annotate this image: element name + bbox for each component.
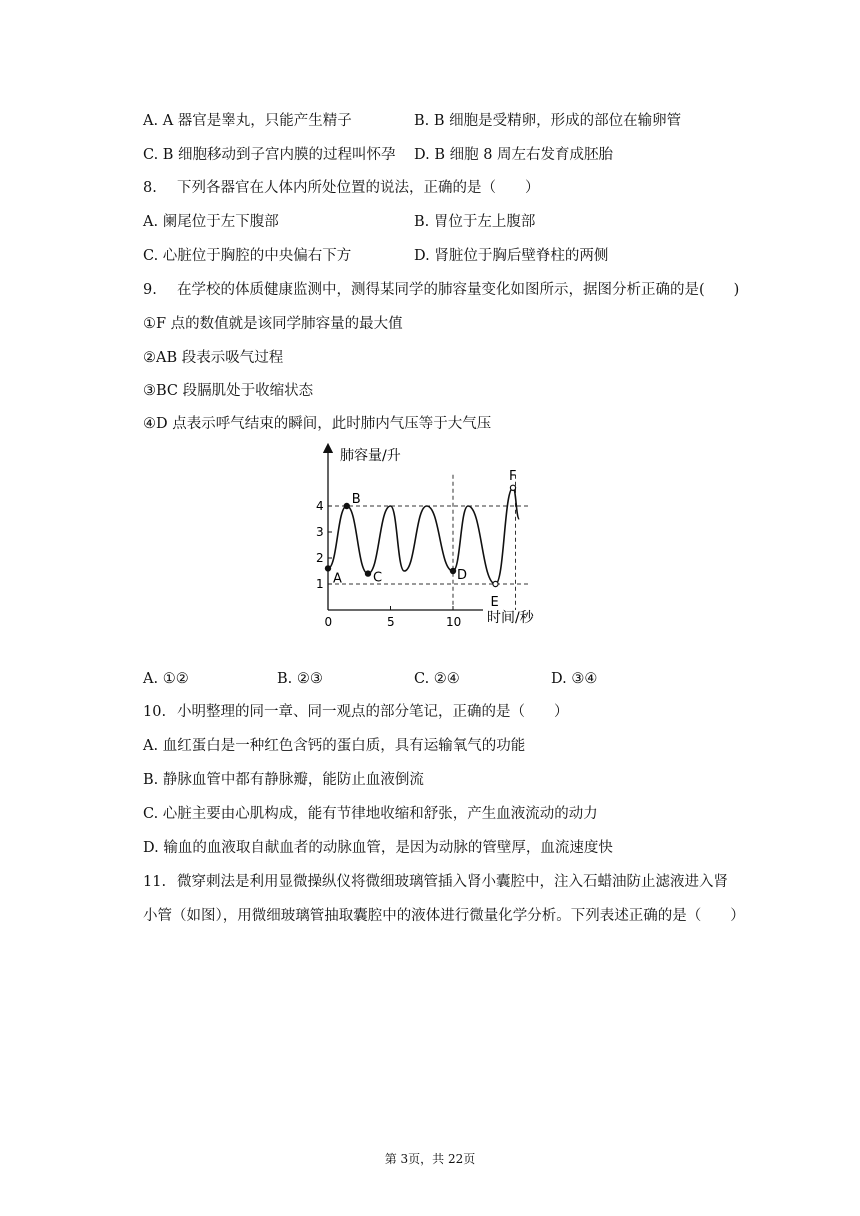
q11-number: 11.	[143, 874, 167, 890]
q10-number: 10.	[143, 704, 167, 720]
point-b	[344, 503, 349, 508]
q11-stem-line-2: 小管（如图），用微细玻璃管抽取囊腔中的液体进行微量化学分析。下列表述正确的是（ ）	[143, 908, 745, 924]
point-label-d: D	[457, 568, 468, 583]
q10-stem-line	[143, 702, 569, 722]
q9-number: 9.	[143, 282, 157, 298]
q9-option-a: A. ①②	[143, 671, 189, 687]
y-tick-label: 4	[316, 499, 324, 513]
x-tick-label: 5	[387, 615, 395, 629]
q9-option-b: B. ②③	[277, 671, 323, 687]
point-a	[325, 566, 330, 571]
lung-capacity-chart	[305, 440, 555, 630]
lung-capacity-chart-svg	[305, 440, 555, 630]
q11-stem-line-1	[143, 872, 728, 892]
q7-option-a: A. A 器官是睾丸，只能产生精子	[143, 113, 352, 129]
q8-stem-line	[143, 178, 540, 198]
point-e	[493, 581, 498, 586]
y-tick-label: 3	[316, 525, 324, 539]
q9-statement-3: ③BC 段膈肌处于收缩状态	[143, 383, 314, 399]
q10-option-a: A. 血红蛋白是一种红色含钙的蛋白质，具有运输氧气的功能	[143, 738, 526, 754]
point-c	[365, 571, 370, 576]
q9-stem: 在学校的体质健康监测中，测得某同学的肺容量变化如图所示，据图分析正确的是( )	[177, 282, 740, 298]
q8-option-d: D. 肾脏位于胸后壁脊柱的两侧	[414, 248, 609, 264]
q8-number: 8.	[143, 180, 157, 196]
q8-option-a: A. 阑尾位于左下腹部	[143, 214, 279, 230]
q7-option-d: D. B 细胞 8 周左右发育成胚胎	[414, 147, 614, 163]
y-tick-label: 1	[316, 577, 324, 591]
q9-option-d: D. ③④	[551, 671, 598, 687]
point-label-c: C	[373, 570, 383, 586]
point-label-b: B	[351, 492, 361, 507]
q9-stem-line	[143, 280, 739, 300]
q8-option-c: C. 心脏位于胸腔的中央偏右下方	[143, 248, 352, 264]
point-label-f: F	[509, 468, 517, 484]
y-tick-label: 2	[316, 551, 324, 565]
point-f	[510, 485, 515, 490]
y-axis-label: 肺容量/升	[340, 448, 401, 464]
x-tick-label: 0	[324, 615, 333, 629]
point-d	[450, 568, 455, 573]
x-axis-label: 时间/秒	[487, 610, 534, 626]
q10-stem: 小明整理的同一章、同一观点的部分笔记，正确的是（ ）	[177, 704, 569, 720]
q10-option-d: D. 输血的血液取自献血者的动脉血管，是因为动脉的管壁厚，血流速度快	[143, 840, 613, 856]
page-footer: 第 3页，共 22页	[384, 1152, 476, 1166]
q10-option-c: C. 心脏主要由心肌构成，能有节律地收缩和舒张，产生血液流动的动力	[143, 806, 598, 822]
q10-option-b: B. 静脉血管中都有静脉瓣，能防止血液倒流	[143, 772, 424, 788]
q9-statement-2: ②AB 段表示吸气过程	[143, 350, 284, 366]
point-label-e: E	[490, 595, 499, 610]
q7-option-b: B. B 细胞是受精卵，形成的部位在输卵管	[414, 113, 682, 129]
q8-stem: 下列各器官在人体内所处位置的说法，正确的是（ ）	[177, 180, 540, 196]
q9-option-c: C. ②④	[414, 671, 460, 687]
q11-stem-1: 微穿刺法是利用显微操纵仪将微细玻璃管插入肾小囊腔中，注入石蜡油防止滤液进入肾	[177, 874, 728, 890]
q8-option-b: B. 胃位于左上腹部	[414, 214, 536, 230]
x-tick-label: 10	[446, 615, 462, 629]
q9-statement-4: ④D 点表示呼气结束的瞬间，此时肺内气压等于大气压	[143, 416, 492, 432]
q9-statement-1: ①F 点的数值就是该同学肺容量的最大值	[143, 316, 403, 332]
point-label-a: A	[333, 571, 342, 587]
q7-option-c: C. B 细胞移动到子宫内膜的过程叫怀孕	[143, 147, 396, 163]
